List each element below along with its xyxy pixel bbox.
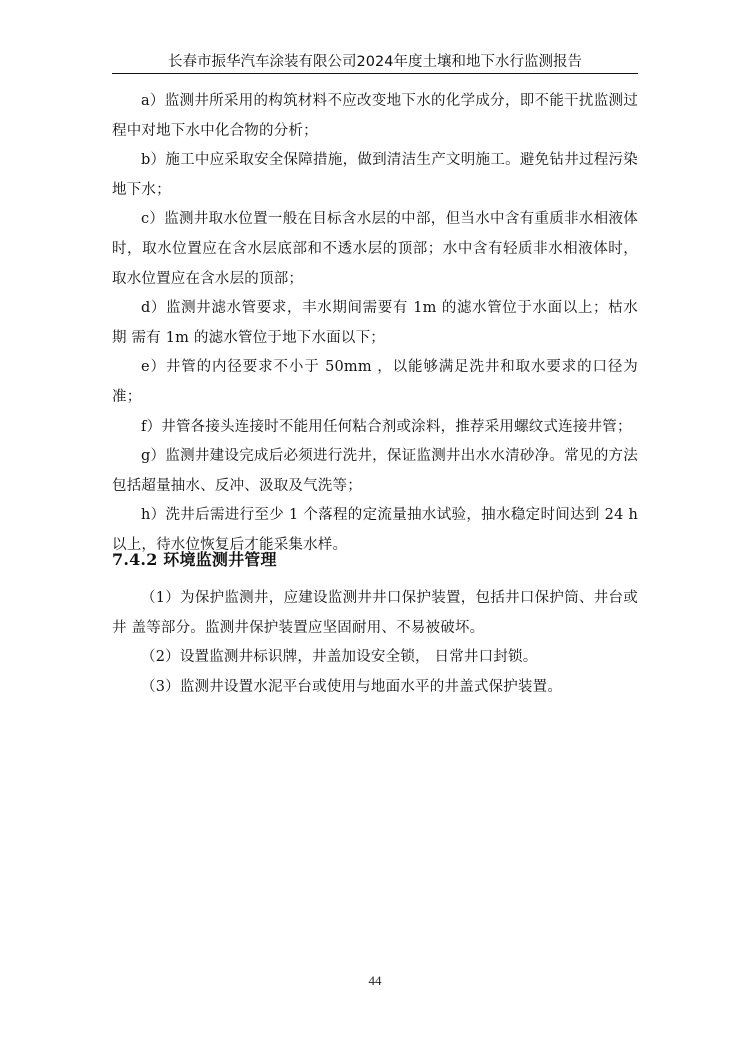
management-list <box>112 584 638 702</box>
requirement-b: b）施工中应采取安全保障措施，做到清洁生产文明施工。避免钻井过程污染 地下水； <box>112 152 638 198</box>
requirement-c: c）监测井取水位置一般在目标含水层的中部，但当水中含有重质非水相液体 时，取水位置应在含水层底部和不透水层的顶部；水中含有轻质非水相液体时，取水位置应在含水层的顶部； <box>112 211 638 287</box>
management-item-2: （2）设置监测井标识牌，井盖加设安全锁， 日常井口封锁。 <box>141 649 538 666</box>
requirement-d: d）监测井滤水管要求，丰水期间需要有 1m 的滤水管位于水面以上；枯水期 需有 1m 的滤水管位于地下水面以下； <box>112 300 638 346</box>
requirements-list <box>112 87 638 561</box>
management-item-1: （1）为保护监测井，应建设监测井井口保护装置，包括井口保护筒、井台或井 盖等部分。监测井保护装置应坚固耐用、不易被破坏。 <box>112 590 638 636</box>
page-header-title: 长春市振华汽车涂装有限公司2024年度土壤和地下水行监测报告 <box>168 54 582 70</box>
requirement-f: f）井管各接头连接时不能用任何粘合剂或涂料，推荐采用螺纹式连接井管； <box>141 418 632 435</box>
section-heading: 7.4.2 环境监测井管理 <box>112 550 277 569</box>
requirement-g: g）监测井建设完成后必须进行洗井，保证监测井出水水清砂净。常见的方法 包括超量抽水、反冲、汲取及气洗等； <box>112 448 638 494</box>
requirement-e: e）井管的内径要求不小于 50mm ，以能够满足洗井和取水要求的口径为准； <box>112 359 638 405</box>
page-number: 44 <box>368 973 382 988</box>
header-divider <box>112 73 638 74</box>
requirement-h: h）洗井后需进行至少 1 个落程的定流量抽水试验，抽水稳定时间达到 24 h 以上，待水位恢复后才能采集水样。 <box>112 507 638 553</box>
management-item-3: （3）监测井设置水泥平台或使用与地面水平的井盖式保护装置。 <box>141 678 563 695</box>
requirement-a: a）监测井所采用的构筑材料不应改变地下水的化学成分，即不能干扰监测过 程中对地下水中化合物的分析； <box>112 93 638 139</box>
